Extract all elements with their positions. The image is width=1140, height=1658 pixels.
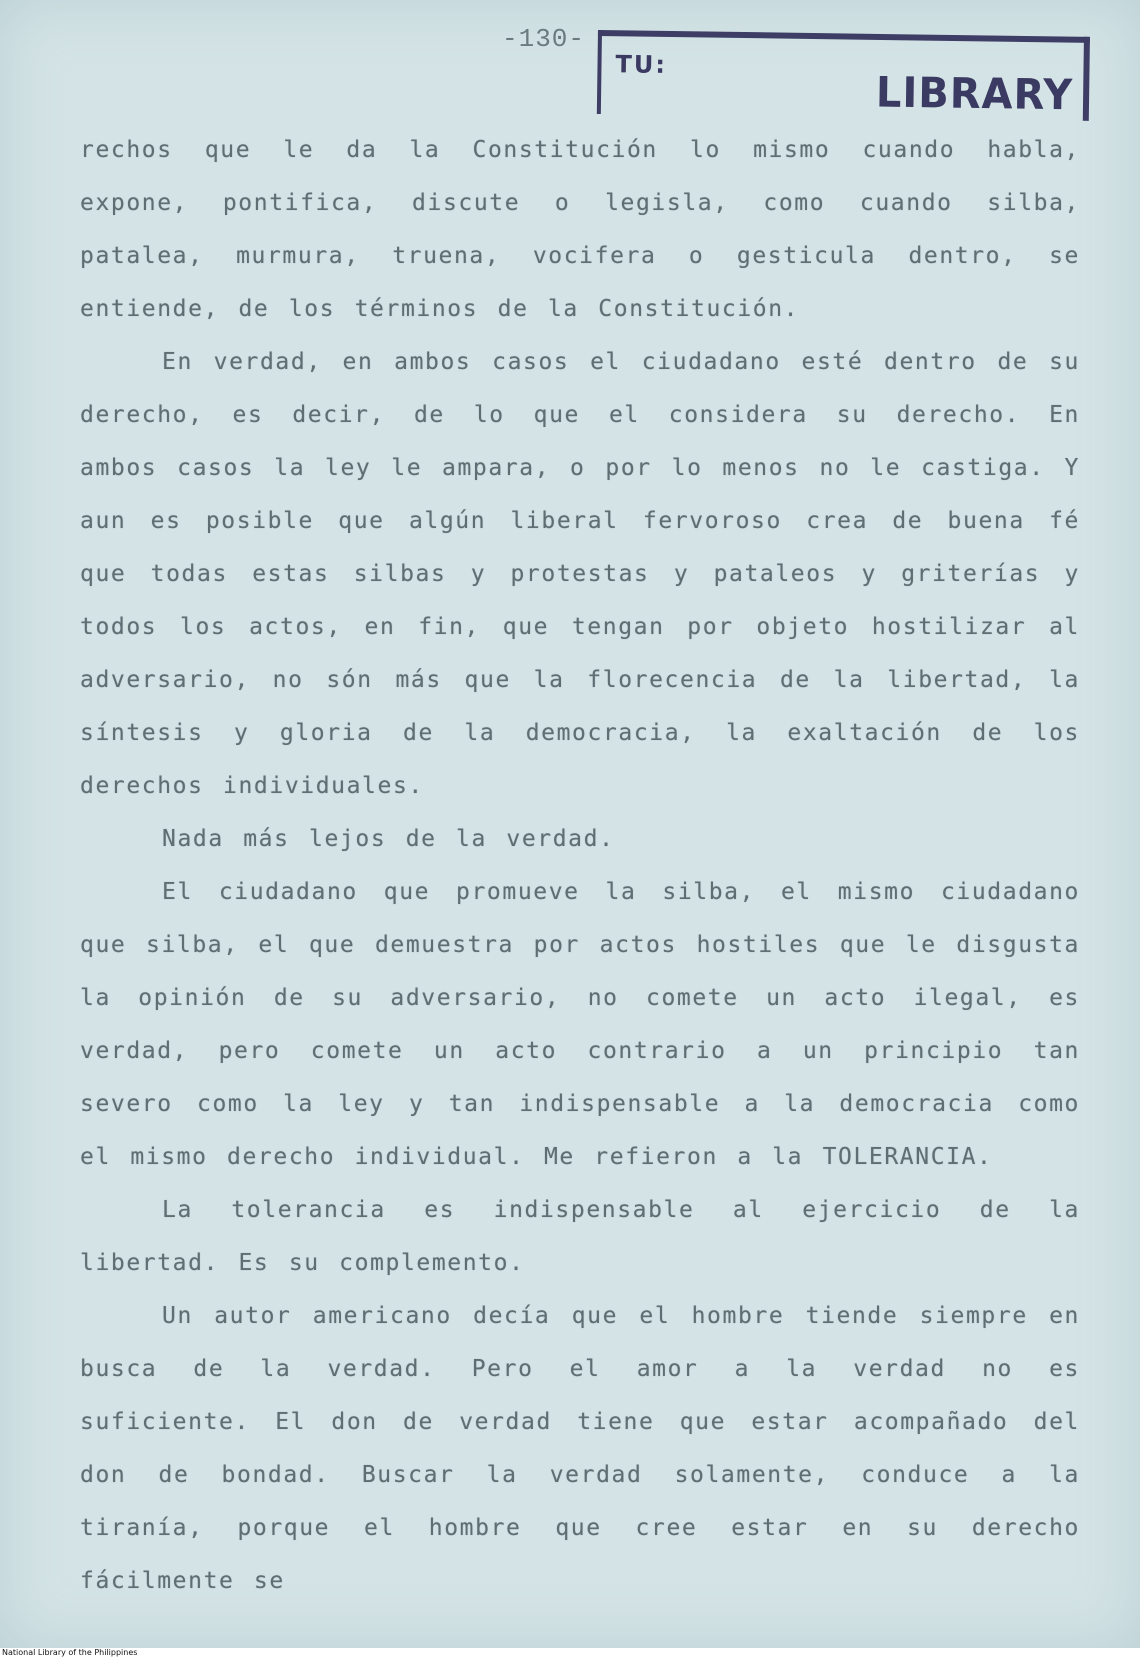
library-stamp: [597, 30, 1090, 121]
typewritten-body: [80, 124, 1080, 1608]
stamp-left-text: TU:: [615, 50, 668, 79]
paragraph: rechos que le da la Constitución lo mismo cuando habla, expone, pontifica, discute o legisla, como cuando silba, patalea, murmura, truena, vocifera o gesticula dentro, se entiende, de los términos de la Constitución.: [80, 137, 1080, 322]
stamp-library-text: LIBRARY: [875, 68, 1074, 120]
paragraph: En verdad, en ambos casos el ciudadano esté dentro de su derecho, es decir, de lo que el considera su derecho. En ambos casos la ley le ampara, o por lo menos no le castiga. Y aun es posible que algún liberal fervoroso crea de buena fé que todas estas silbas y protestas y pataleos y griterías y todos los actos, en fin, que tengan por objeto hostilizar al adversario, no són más que la florecencia de la libertad, la síntesis y gloria de la democracia, la exaltación de los derechos individuales.: [80, 349, 1080, 799]
paragraph: El ciudadano que promueve la silba, el mismo ciudadano que silba, el que demuestra por actos hostiles que le disgusta la opinión de su adversario, no comete un acto ilegal, es verdad, pero comete un acto contrario a un principio tan severo como la ley y tan indispensable a la democracia como el mismo derecho individual. Me refieron a la TOLERANCIA.: [80, 879, 1080, 1170]
footer-credit: National Library of the Philippines: [2, 1648, 138, 1657]
paragraph: Un autor americano decía que el hombre tiende siempre en busca de la verdad. Pero el amor a la verdad no es suficiente. El don de verdad tiene que estar acompañado del don de bondad. Buscar la verdad solamente, conduce a la tiranía, porque el hombre que cree estar en su derecho fácilmente se: [80, 1303, 1080, 1594]
page-number: -130-: [502, 24, 586, 54]
paragraph: Nada más lejos de la verdad.: [162, 826, 615, 852]
paragraph: La tolerancia es indispensable al ejercicio de la libertad. Es su complemento.: [80, 1197, 1080, 1276]
